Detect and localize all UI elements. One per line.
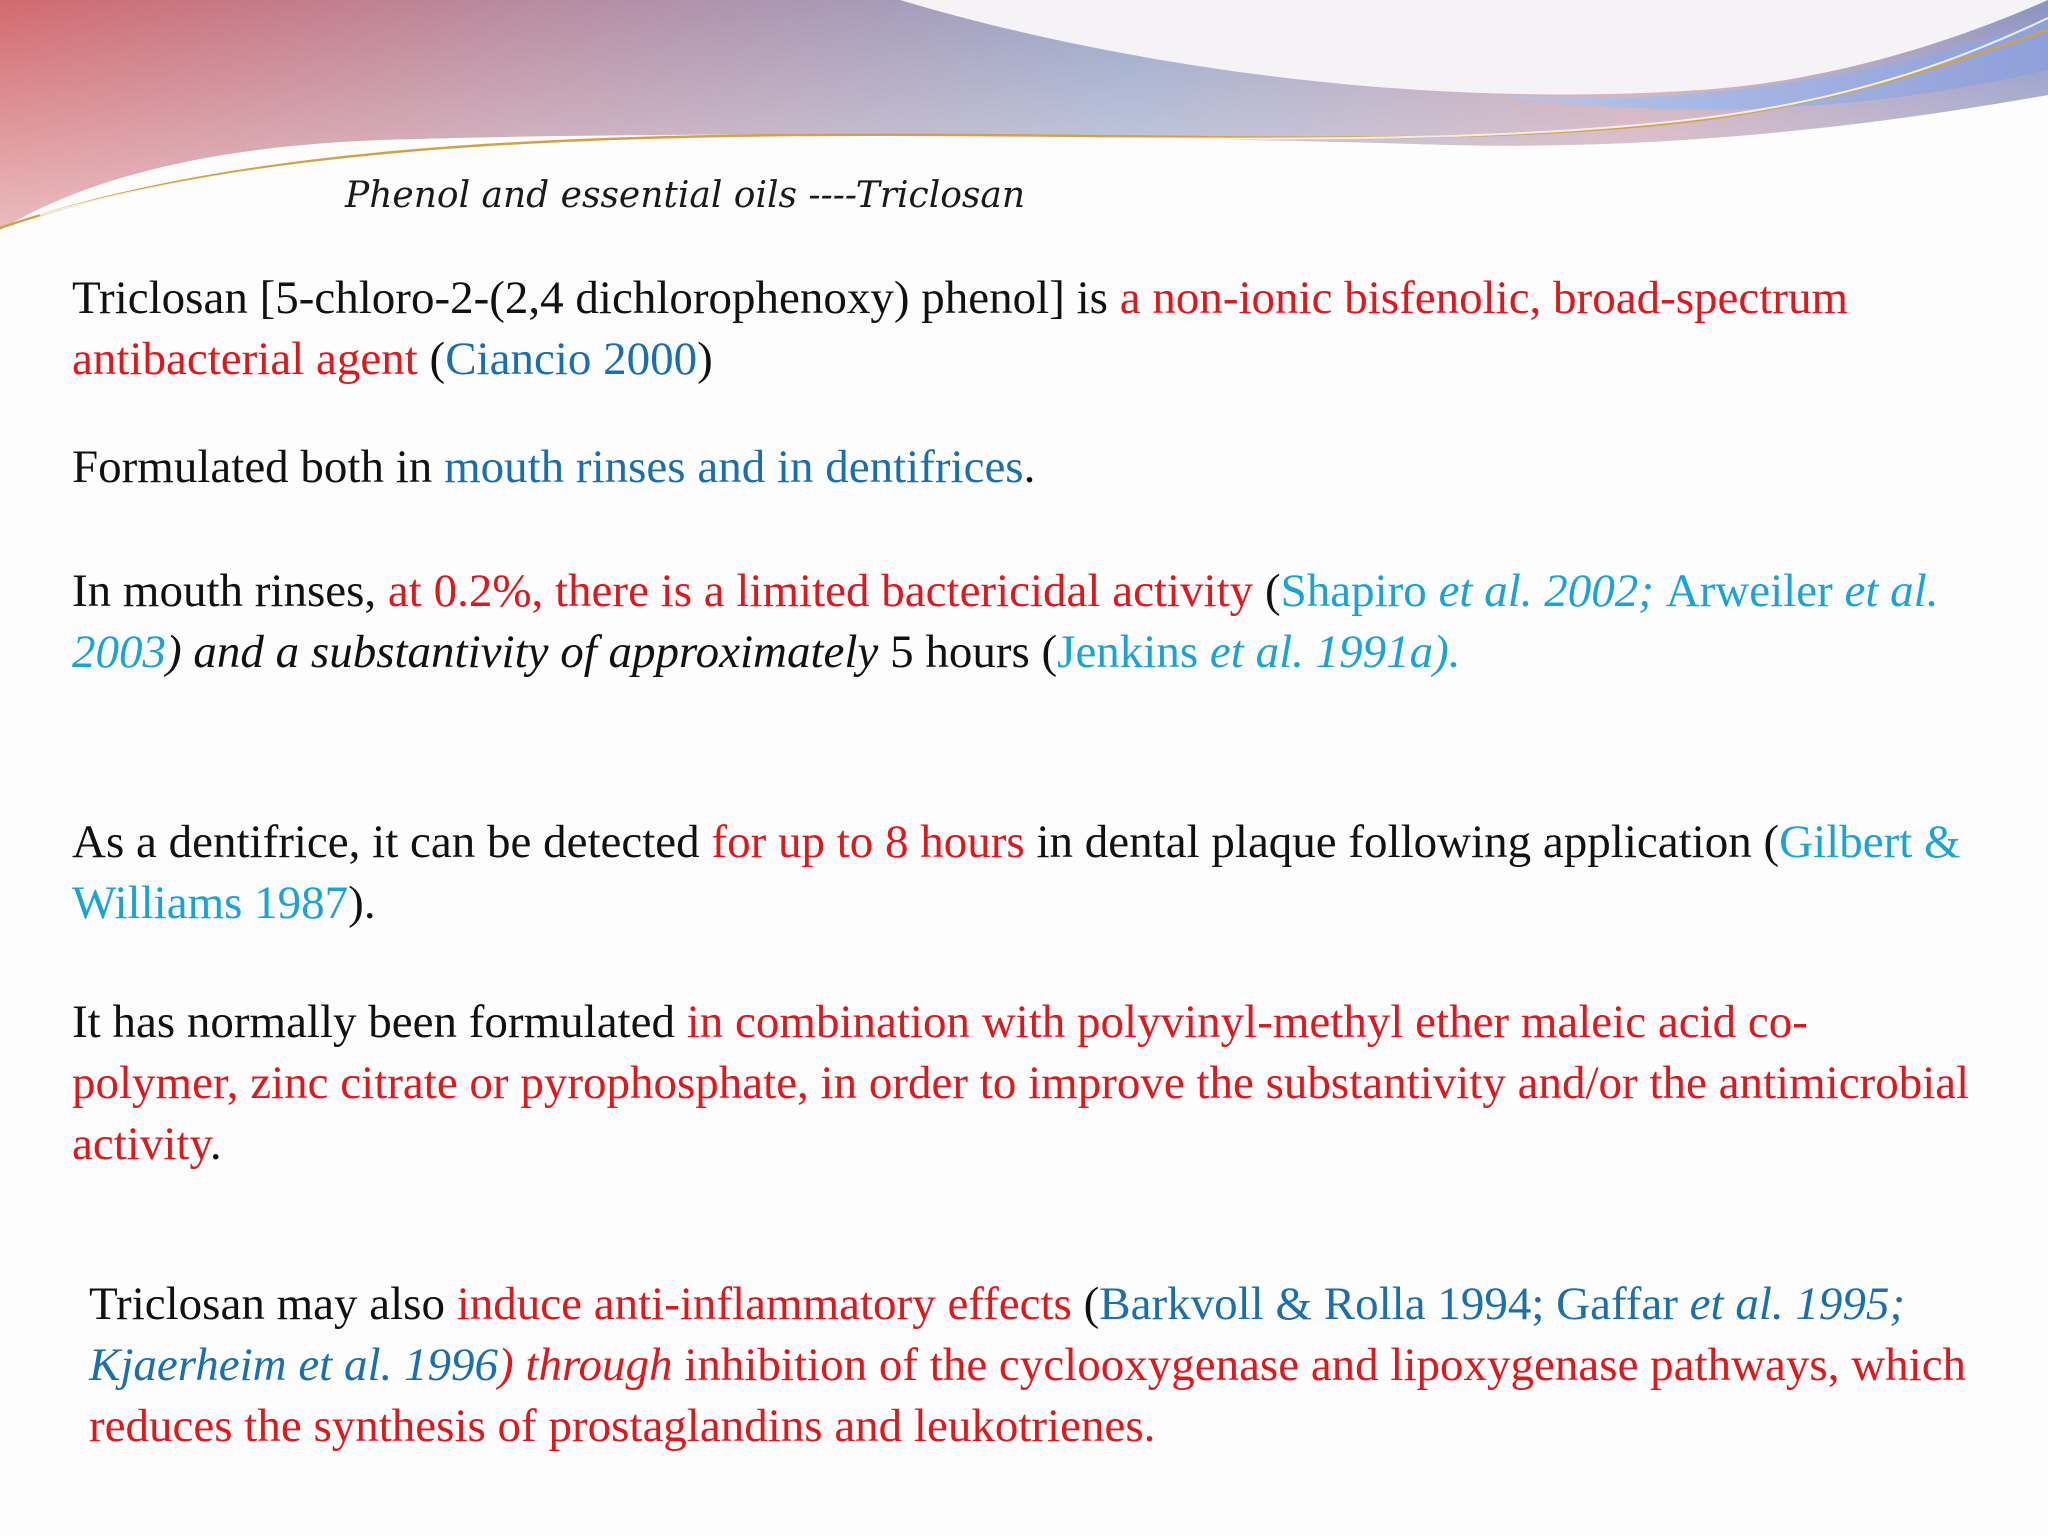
text-run: As a dentifrice, it can be detected: [72, 816, 712, 868]
text-run: ) through: [498, 1339, 685, 1391]
paragraph-dentifrice: [72, 812, 1972, 934]
paragraph-combination: [72, 992, 1981, 1175]
text-run: et al. 1991a).: [1209, 626, 1461, 678]
text-run: ) and a substantivity of approximately: [166, 626, 891, 678]
text-run: a non-ionic bisfenolic, broad-spectrum antibacterial agent: [72, 272, 1860, 385]
text-run: Arweiler: [1665, 565, 1845, 617]
text-run: induce anti-inflammatory effects: [456, 1278, 1072, 1330]
text-run: In mouth rinses,: [72, 565, 388, 617]
text-run: Shapiro: [1280, 565, 1439, 617]
text-run: (: [1253, 565, 1281, 617]
text-run: et al. 2002;: [1438, 565, 1666, 617]
text-run: for up to 8 hours: [711, 816, 1025, 868]
text-run: .: [209, 1118, 222, 1170]
text-run: (: [417, 333, 446, 385]
text-run: in dental plaque following application (: [1024, 816, 1780, 868]
text-run: Barkvoll & Rolla 1994; Gaffar: [1099, 1278, 1690, 1330]
decorative-wave-banner: [0, 0, 2048, 260]
text-run: at 0.2%, there is a limited bactericidal activity: [387, 565, 1254, 617]
text-run: Jenkins: [1057, 626, 1210, 678]
paragraph-anti-inflammatory: [89, 1274, 1989, 1457]
paragraph-mouth-rinses: [72, 561, 1972, 683]
text-run: et al. 1995; Kjaerheim et al. 1996: [89, 1278, 1917, 1391]
text-run: Triclosan may also: [89, 1278, 457, 1330]
slide-subtitle: Phenol and essential oils ----Triclosan: [345, 175, 1026, 216]
text-run: Triclosan [5-chloro-2-(2,4 dichlorophenoxy) phenol] is: [72, 272, 1120, 324]
text-run: Gilbert & Williams 1987: [72, 816, 1972, 929]
paragraph-formulations: [72, 437, 1972, 498]
paragraph-triclosan-definition: [72, 268, 1972, 390]
text-run: .: [1023, 441, 1036, 493]
text-run: Ciancio 2000: [445, 333, 698, 385]
text-run: ).: [348, 877, 376, 929]
text-run: ): [697, 333, 713, 385]
text-run: 5 hours (: [890, 626, 1058, 678]
text-run: Formulated both in: [72, 441, 445, 493]
text-run: et al. 2003: [72, 565, 1951, 678]
text-run: (: [1071, 1278, 1100, 1330]
text-run: inhibition of the cyclooxygenase and lipoxygenase pathways, which reduces the synthesis of prostaglandins and leukotrienes.: [89, 1339, 1978, 1452]
text-run: It has normally been formulated: [72, 996, 687, 1048]
text-run: mouth rinses and in dentifrices: [444, 441, 1024, 493]
text-run: in combination with polyvinyl-methyl ether maleic acid co-polymer, zinc citrate or pyrophosphate, in order to improve the substantivity and/or the antimicrobial activity: [72, 996, 1981, 1170]
